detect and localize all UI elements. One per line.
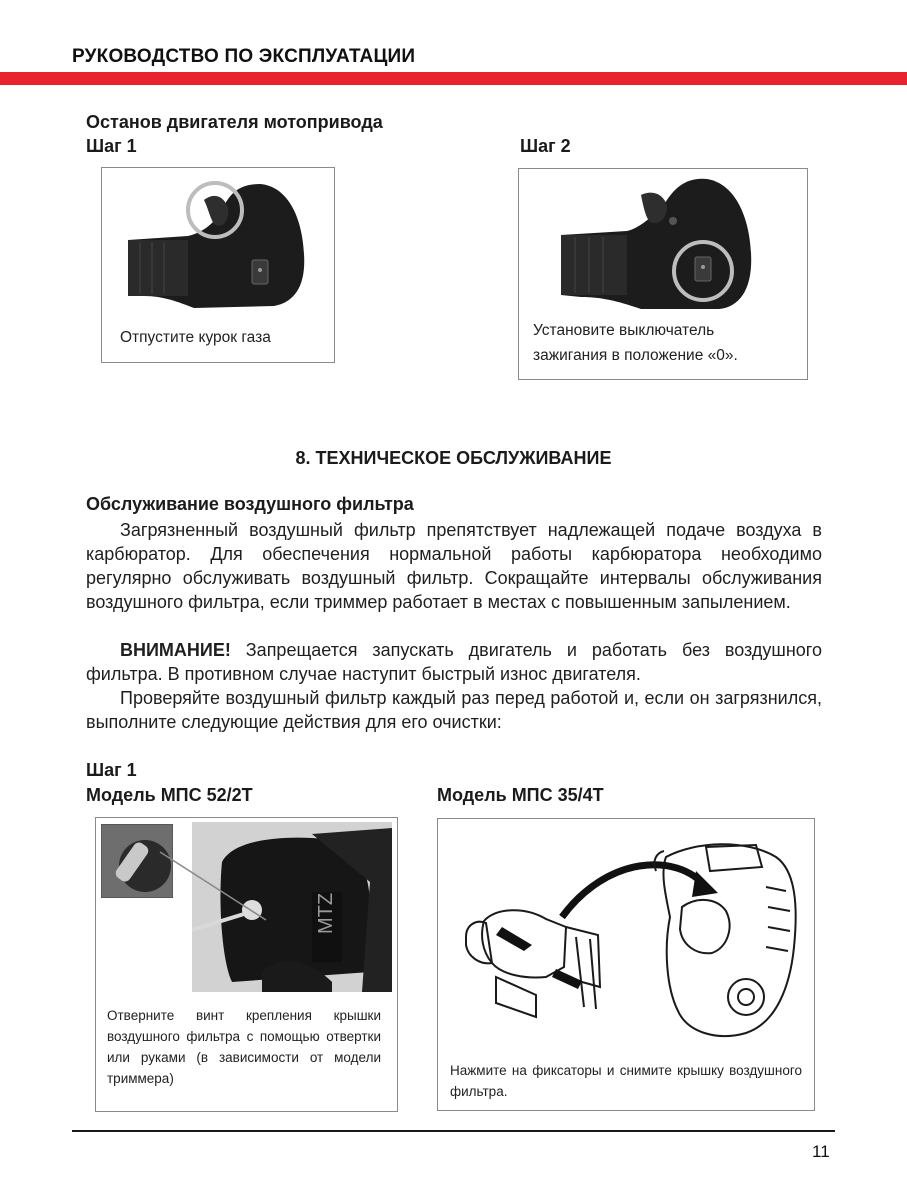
- warning-label: ВНИМАНИЕ!: [120, 640, 231, 660]
- step2-caption-line1: Установите выключатель: [533, 322, 715, 339]
- model-b-figure-box: [437, 818, 815, 1111]
- trimmer-handle-switch-illustration: [557, 173, 757, 313]
- section-title: 8. ТЕХНИЧЕСКОЕ ОБСЛУЖИВАНИЕ: [295, 448, 612, 468]
- document-header-title: РУКОВОДСТВО ПО ЭКСПЛУАТАЦИИ: [72, 46, 416, 67]
- page-number: 11: [812, 1142, 830, 1161]
- model-b-caption: Нажмите на фиксаторы и снимите крышку воздушного фильтра.: [450, 1063, 802, 1099]
- engine-stop-title: Останов двигателя мотопривода: [86, 112, 383, 132]
- air-filter-paragraph-3: Проверяйте воздушный фильтр каждый раз перед работой и, если он загрязнился, выполните следующие действия для его очистки:: [86, 688, 822, 732]
- trimmer-handle-trigger-illustration: [124, 174, 314, 314]
- header-red-bar: [0, 72, 907, 85]
- engine-stop-step2-label: Шаг 2: [520, 136, 571, 156]
- step2-caption-line2: зажигания в положение «0».: [533, 347, 738, 364]
- step1-figure-box: [101, 167, 335, 363]
- air-filter-latch-diagram: [456, 827, 801, 1047]
- air-filter-paragraph-1: Загрязненный воздушный фильтр препятствует надлежащей подаче воздуха в карбюратор. Для обеспечения нормальной работы карбюратора необходимо регулярно обслуживать воздушный фильтр. Сокращайте интервалы обслуживания воздушного фильтра, если триммер работает в местах с повышенным запылением.: [86, 520, 822, 612]
- svg-text:MTZ: MTZ: [315, 892, 337, 934]
- footer-divider: [72, 1130, 835, 1132]
- step1-caption: Отпустите курок газа: [120, 329, 271, 346]
- warning-text: Запрещается запускать двигатель и работать без воздушного фильтра. В противном случае наступит быстрый износ двигателя.: [86, 640, 822, 684]
- model-a-caption: Отверните винт крепления крышки воздушного фильтра с помощью отвертки или руками (в зависимости от модели триммера): [107, 1008, 381, 1086]
- pointer-arrow: [154, 846, 274, 926]
- filter-step-label: Шаг 1: [86, 760, 137, 780]
- model-a-figure-box: [95, 817, 398, 1112]
- model-a-title: Модель МПС 52/2Т: [86, 785, 253, 805]
- engine-stop-step1-label: Шаг 1: [86, 136, 137, 156]
- model-b-title: Модель МПС 35/4Т: [437, 785, 604, 805]
- air-filter-subtitle: Обслуживание воздушного фильтра: [86, 494, 414, 514]
- step2-figure-box: [518, 168, 808, 380]
- air-filter-warning-paragraph: [86, 638, 822, 686]
